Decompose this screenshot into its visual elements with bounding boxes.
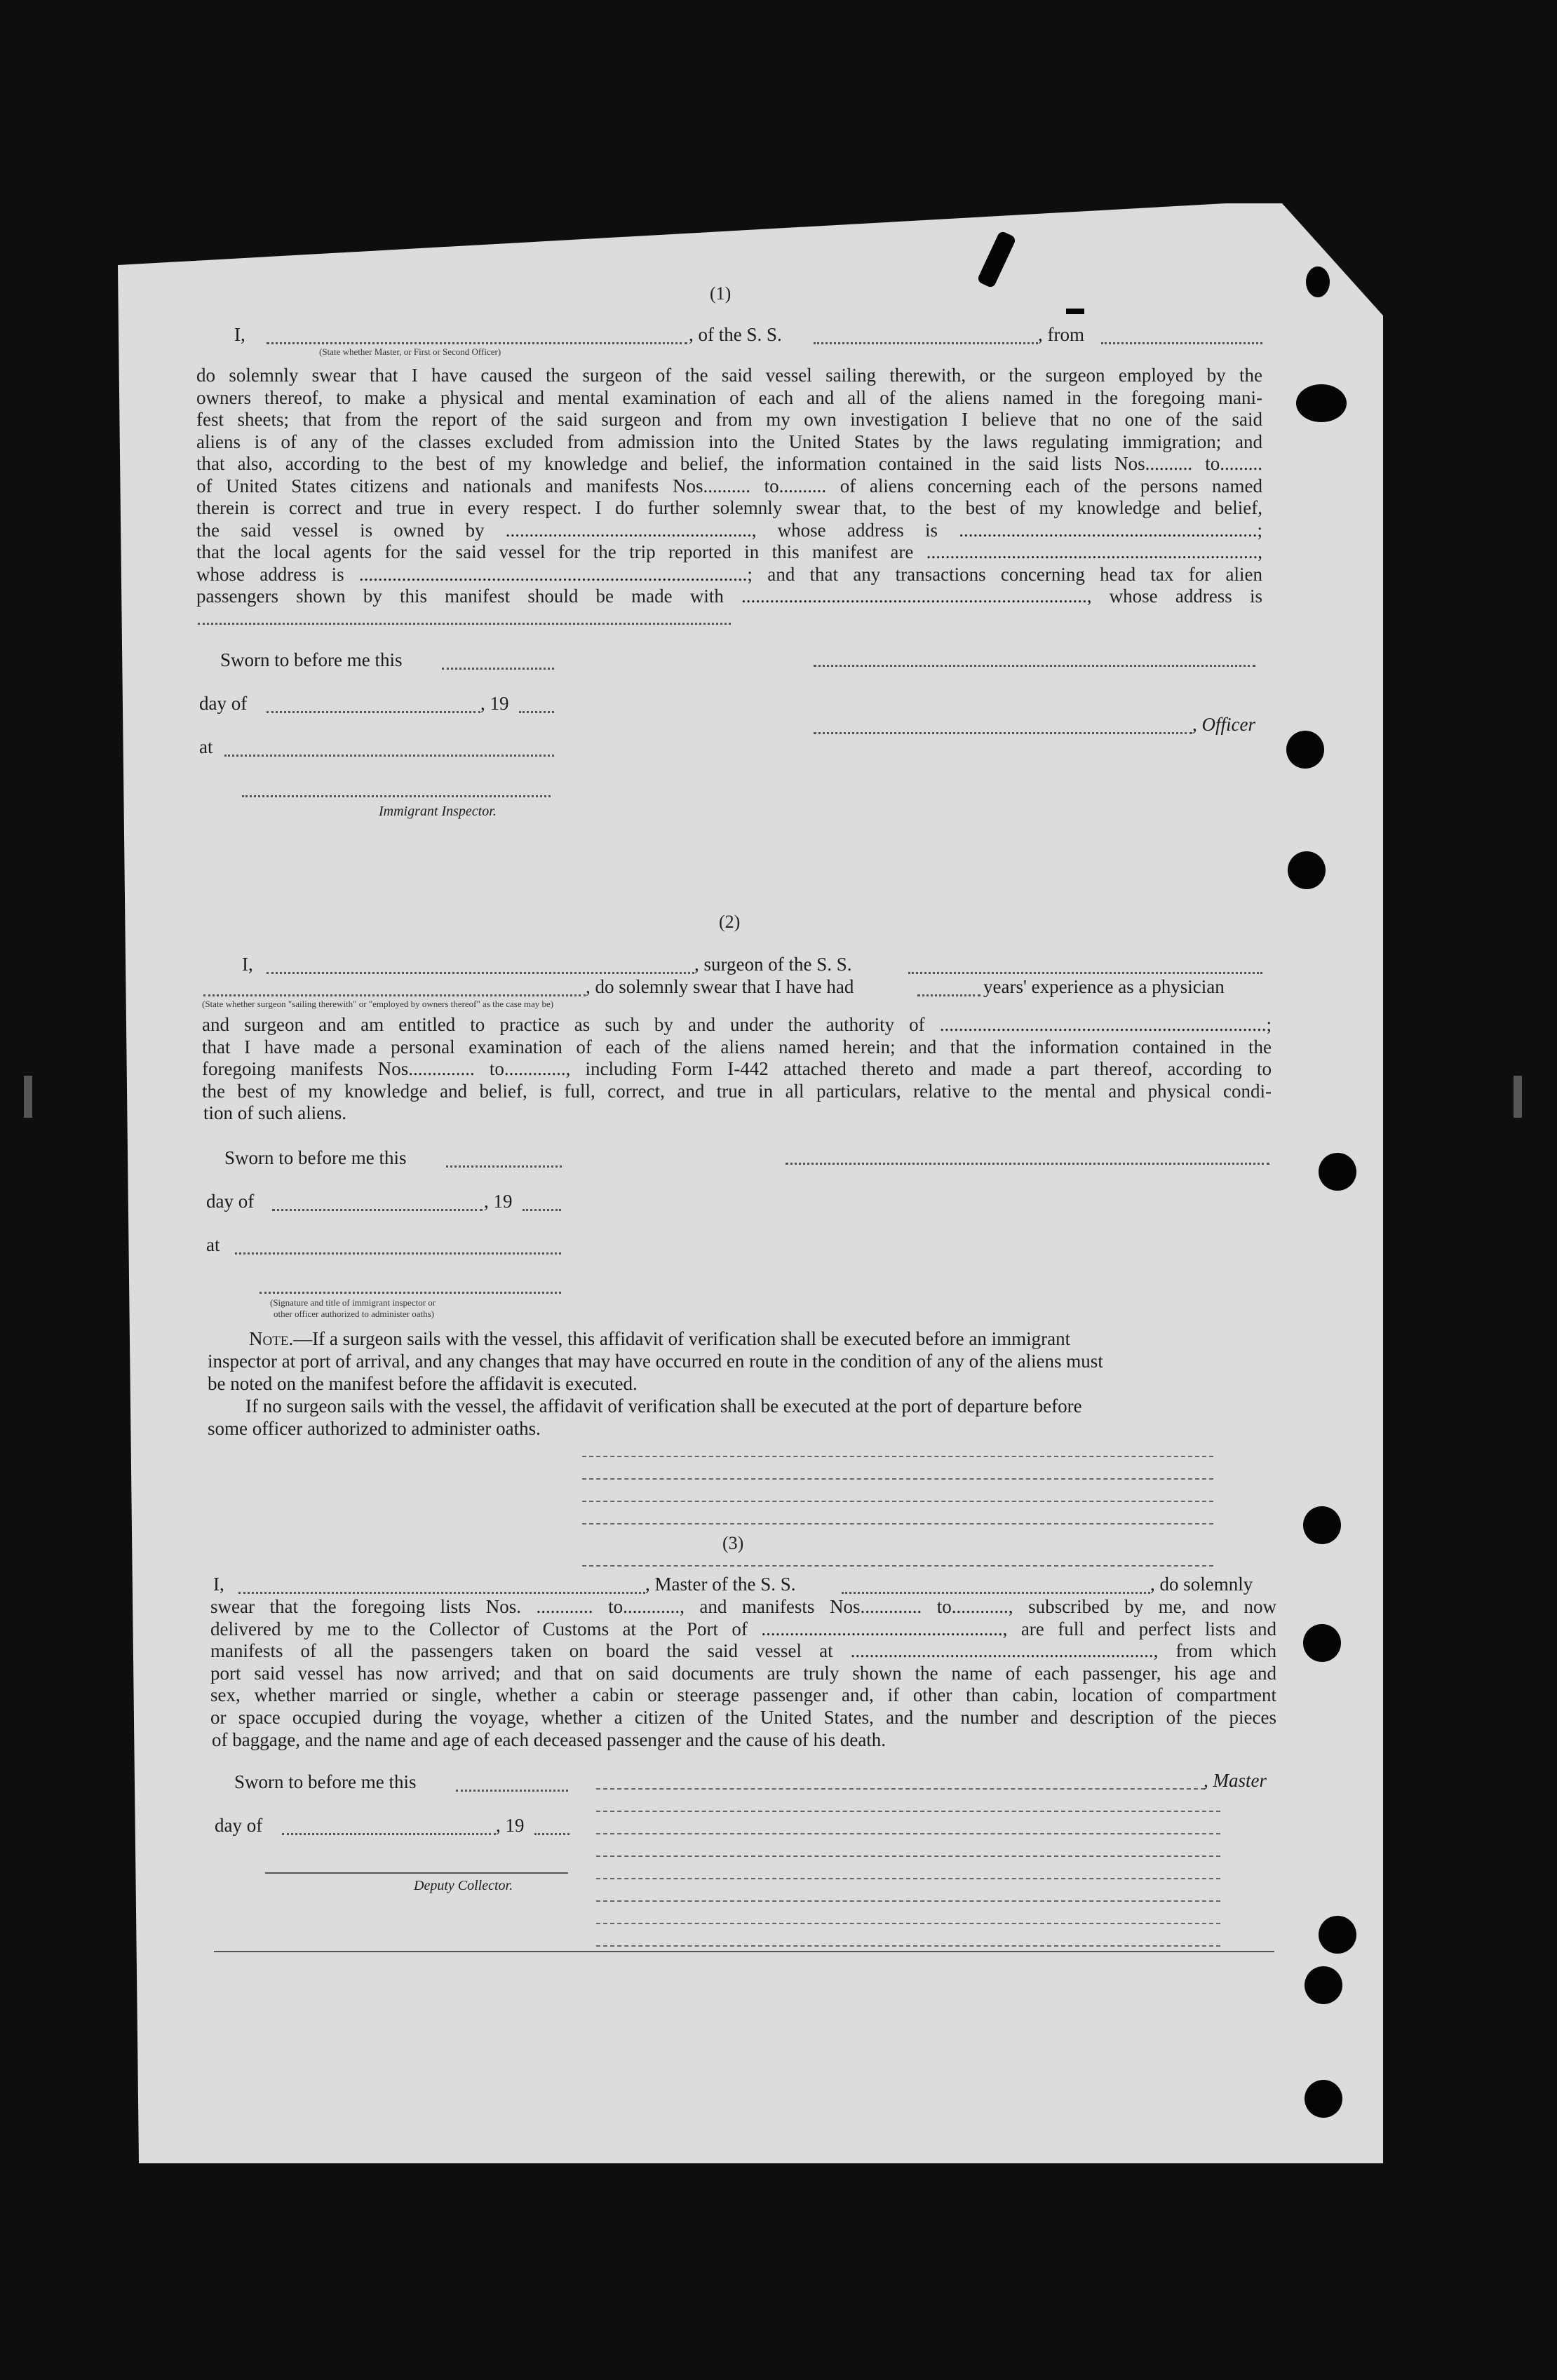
- year-label: , 19: [496, 1815, 525, 1836]
- blank-sworn-date[interactable]: [442, 668, 554, 670]
- note-line-4: If no surgeon sails with the vessel, the affidavit of verification shall be executed at the port of departure before: [245, 1395, 1082, 1416]
- section-3-oath: [210, 1596, 1276, 1729]
- blank-years[interactable]: [917, 994, 980, 996]
- divider-line: [582, 1478, 1213, 1480]
- blank-vessel-name[interactable]: [814, 342, 1038, 344]
- oath-line: fest sheets; that from the report of the said surgeon and from my own investigation I believe that no one of the said: [196, 409, 1262, 430]
- oath-line: that the local agents for the said vessel for the trip reported in this manifest are ......................................................................,: [196, 541, 1262, 562]
- divider-line: [596, 1878, 1220, 1879]
- punch-hole: [1306, 266, 1330, 297]
- oath-line: that I have made a personal examination of each of the aliens named herein; and that the information contained in the: [202, 1036, 1272, 1057]
- punch-hole: [1303, 1624, 1341, 1662]
- deputy-text: Deputy Collector.: [414, 1878, 513, 1893]
- divider-line: [596, 1923, 1220, 1924]
- oath-line: passengers shown by this manifest should be made with ........................................................................., whose address is: [196, 586, 1262, 607]
- master-of-label: , Master of the S. S.: [645, 1574, 796, 1595]
- blank-surgeon-type[interactable]: [203, 994, 586, 996]
- blank-at[interactable]: [224, 755, 554, 757]
- divider-line: [596, 1900, 1220, 1902]
- surgeon-caption: (State whether surgeon "sailing therewith" or "employed by owners thereof" as the case may be): [202, 999, 554, 1009]
- officer-caption: (State whether Master, or First or Second Officer): [319, 346, 501, 357]
- note-line-2: inspector at port of arrival, and any changes that may have occurred en route in the condition of any of the aliens must: [208, 1351, 1103, 1372]
- signature-caption: other officer authorized to administer oaths): [274, 1309, 434, 1319]
- punch-hole: [1319, 1153, 1356, 1191]
- blank-sworn-date[interactable]: [446, 1165, 562, 1168]
- blank-inspector-signature[interactable]: [242, 795, 551, 797]
- divider-line: [582, 1456, 1213, 1457]
- section-2-number: (2): [719, 912, 741, 932]
- oath-line: do solemnly swear that I have caused the surgeon of the said vessel sailing therewith, or the surgeon employed by the: [196, 365, 1262, 386]
- oath-line: or space occupied during the voyage, whether a citizen of the United States, and the number and description of the pieces: [210, 1706, 1276, 1728]
- oath-line: whose address is ..................................................................................; and that any transactions concerning head tax for alien: [196, 563, 1262, 585]
- note-text: —If a surgeon sails with the vessel, this affidavit of verification shall be executed before an immigrant: [293, 1328, 1071, 1349]
- oath-line: of United States citizens and nationals and manifests Nos.......... to.......... of aliens concerning each of the persons named: [196, 475, 1262, 496]
- blank-day-of[interactable]: [282, 1833, 496, 1835]
- master-text: , Master: [1204, 1770, 1267, 1791]
- years-label: years' experience as a physician: [983, 976, 1225, 997]
- blank-year[interactable]: [523, 1209, 561, 1211]
- oath-line: owners thereof, to make a physical and mental examination of each and all of the aliens named in the foregoing mani-: [196, 386, 1262, 408]
- blank-sworn-date[interactable]: [456, 1790, 568, 1792]
- day-of-label: day of: [199, 693, 248, 714]
- section-2-oath: [202, 1014, 1272, 1102]
- oath-line: and surgeon and am entitled to practice as such by and under the authority of .....................................................................;: [202, 1014, 1272, 1035]
- note-line-3: be noted on the manifest before the affidavit is executed.: [208, 1373, 638, 1394]
- section-2-i: I,: [242, 954, 253, 975]
- surgeon-label: , surgeon of the S. S.: [694, 954, 852, 975]
- day-of-label: day of: [215, 1815, 263, 1836]
- divider-line: [596, 1945, 1220, 1947]
- edge-mark: [1514, 1076, 1522, 1118]
- signature-caption: (Signature and title of immigrant inspector or: [270, 1297, 436, 1308]
- blank-at[interactable]: [235, 1252, 561, 1255]
- punch-hole: [1319, 1916, 1356, 1954]
- oath-last-line: of baggage, and the name and age of each deceased passenger and the cause of his death.: [212, 1729, 887, 1750]
- blank-year[interactable]: [534, 1833, 569, 1835]
- blank-surgeon-name[interactable]: [267, 972, 694, 974]
- blank-from-port[interactable]: [1101, 342, 1262, 344]
- section-3-i: I,: [213, 1574, 224, 1595]
- at-label: at: [199, 736, 213, 757]
- oath-line: swear that the foregoing lists Nos. ............ to............, and manifests Nos............. to............, subscribed by me, and now: [210, 1596, 1276, 1617]
- of-ss-label: , of the S. S.: [689, 324, 782, 345]
- divider-line: [582, 1565, 1213, 1567]
- inspector-text: Immigrant Inspector.: [379, 804, 497, 819]
- oath-line: delivered by me to the Collector of Customs at the Port of ..................................................., are full and perfect lists and: [210, 1618, 1276, 1639]
- blank-inspector-signature[interactable]: [260, 1292, 561, 1294]
- ink-blot: [1066, 309, 1084, 314]
- divider-line: [596, 1811, 1220, 1812]
- master-signature-line[interactable]: [596, 1788, 1205, 1790]
- punch-hole: [1286, 731, 1324, 769]
- divider-line: [582, 1523, 1213, 1524]
- oath-line: the best of my knowledge and belief, is full, correct, and true in all particulars, relative to the mental and physical condi-: [202, 1080, 1272, 1102]
- year-label: , 19: [484, 1191, 513, 1212]
- blank-master-name[interactable]: [238, 1592, 645, 1594]
- bottom-rule: [214, 1951, 1274, 1952]
- blank-officer-name[interactable]: [267, 342, 687, 344]
- section-3-number: (3): [722, 1533, 744, 1553]
- note-line-1: [249, 1328, 1070, 1350]
- from-label: , from: [1038, 324, 1084, 345]
- year-label: , 19: [480, 693, 509, 714]
- oath-line: therein is correct and true in every respect. I do further solemnly swear that, to the best of my knowledge and belief,: [196, 497, 1262, 518]
- note-line-5: some officer authorized to administer oaths.: [208, 1418, 541, 1439]
- blank-surgeon-vessel[interactable]: [908, 972, 1262, 974]
- edge-mark: [24, 1076, 32, 1118]
- blank-officer-signature-1[interactable]: [814, 665, 1255, 667]
- oath-line: aliens is of any of the classes excluded from admission into the United States by the laws regulating immigration; and: [196, 431, 1262, 452]
- oath-line: that also, according to the best of my knowledge and belief, the information contained in the said lists Nos.......... to.........: [196, 453, 1262, 474]
- blank-head-tax-address[interactable]: [198, 623, 731, 625]
- at-label: at: [206, 1234, 220, 1255]
- oath-line: foregoing manifests Nos.............. to............., including Form I-442 attached thereto and made a part thereof, according to: [202, 1058, 1272, 1079]
- blank-officer-signature-2[interactable]: [814, 732, 1192, 734]
- blank-day-of[interactable]: [272, 1209, 483, 1211]
- oath-line: manifests of all the passengers taken on board the said vessel at ................................................................, from which: [210, 1640, 1276, 1661]
- divider-line: [596, 1833, 1220, 1834]
- swear-label: , do solemnly swear that I have had: [586, 976, 854, 997]
- day-of-label: day of: [206, 1191, 255, 1212]
- oath-line: port said vessel has now arrived; and that on said documents are truly shown the name of each passenger, his age and: [210, 1662, 1276, 1684]
- section-1-i: I,: [234, 324, 245, 345]
- punch-hole: [1296, 384, 1347, 422]
- sworn-label: Sworn to before me this: [220, 649, 403, 670]
- solemnly-label: , do solemnly: [1150, 1574, 1253, 1595]
- divider-line: [596, 1855, 1220, 1857]
- note-label: Note.: [249, 1328, 294, 1349]
- blank-year[interactable]: [519, 711, 554, 713]
- officer-label: [1192, 714, 1255, 736]
- oath-last-line: tion of such aliens.: [203, 1102, 346, 1123]
- inspector-label: [379, 801, 497, 823]
- sworn-label: Sworn to before me this: [224, 1147, 407, 1168]
- blank-surgeon-signature[interactable]: [786, 1163, 1269, 1165]
- punch-hole: [1305, 2080, 1342, 2118]
- blank-master-vessel[interactable]: [842, 1592, 1150, 1594]
- sworn-label: Sworn to before me this: [234, 1771, 417, 1792]
- blank-collector-signature[interactable]: [265, 1872, 568, 1874]
- punch-hole: [1288, 851, 1326, 889]
- oath-line: sex, whether married or single, whether a cabin or steerage passenger and, if other than cabin, location of compartment: [210, 1684, 1276, 1705]
- punch-hole: [1305, 1966, 1342, 2004]
- officer-text: , Officer: [1192, 714, 1255, 735]
- oath-line: the said vessel is owned by ...................................................., whose address is ...............................................................;: [196, 519, 1262, 541]
- blank-day-of[interactable]: [267, 711, 480, 713]
- punch-hole: [1303, 1506, 1341, 1544]
- deputy-label: [414, 1875, 513, 1897]
- master-label: [1204, 1770, 1267, 1792]
- divider-line: [582, 1501, 1213, 1502]
- section-1-oath: [196, 365, 1262, 608]
- section-1-number: (1): [710, 283, 732, 304]
